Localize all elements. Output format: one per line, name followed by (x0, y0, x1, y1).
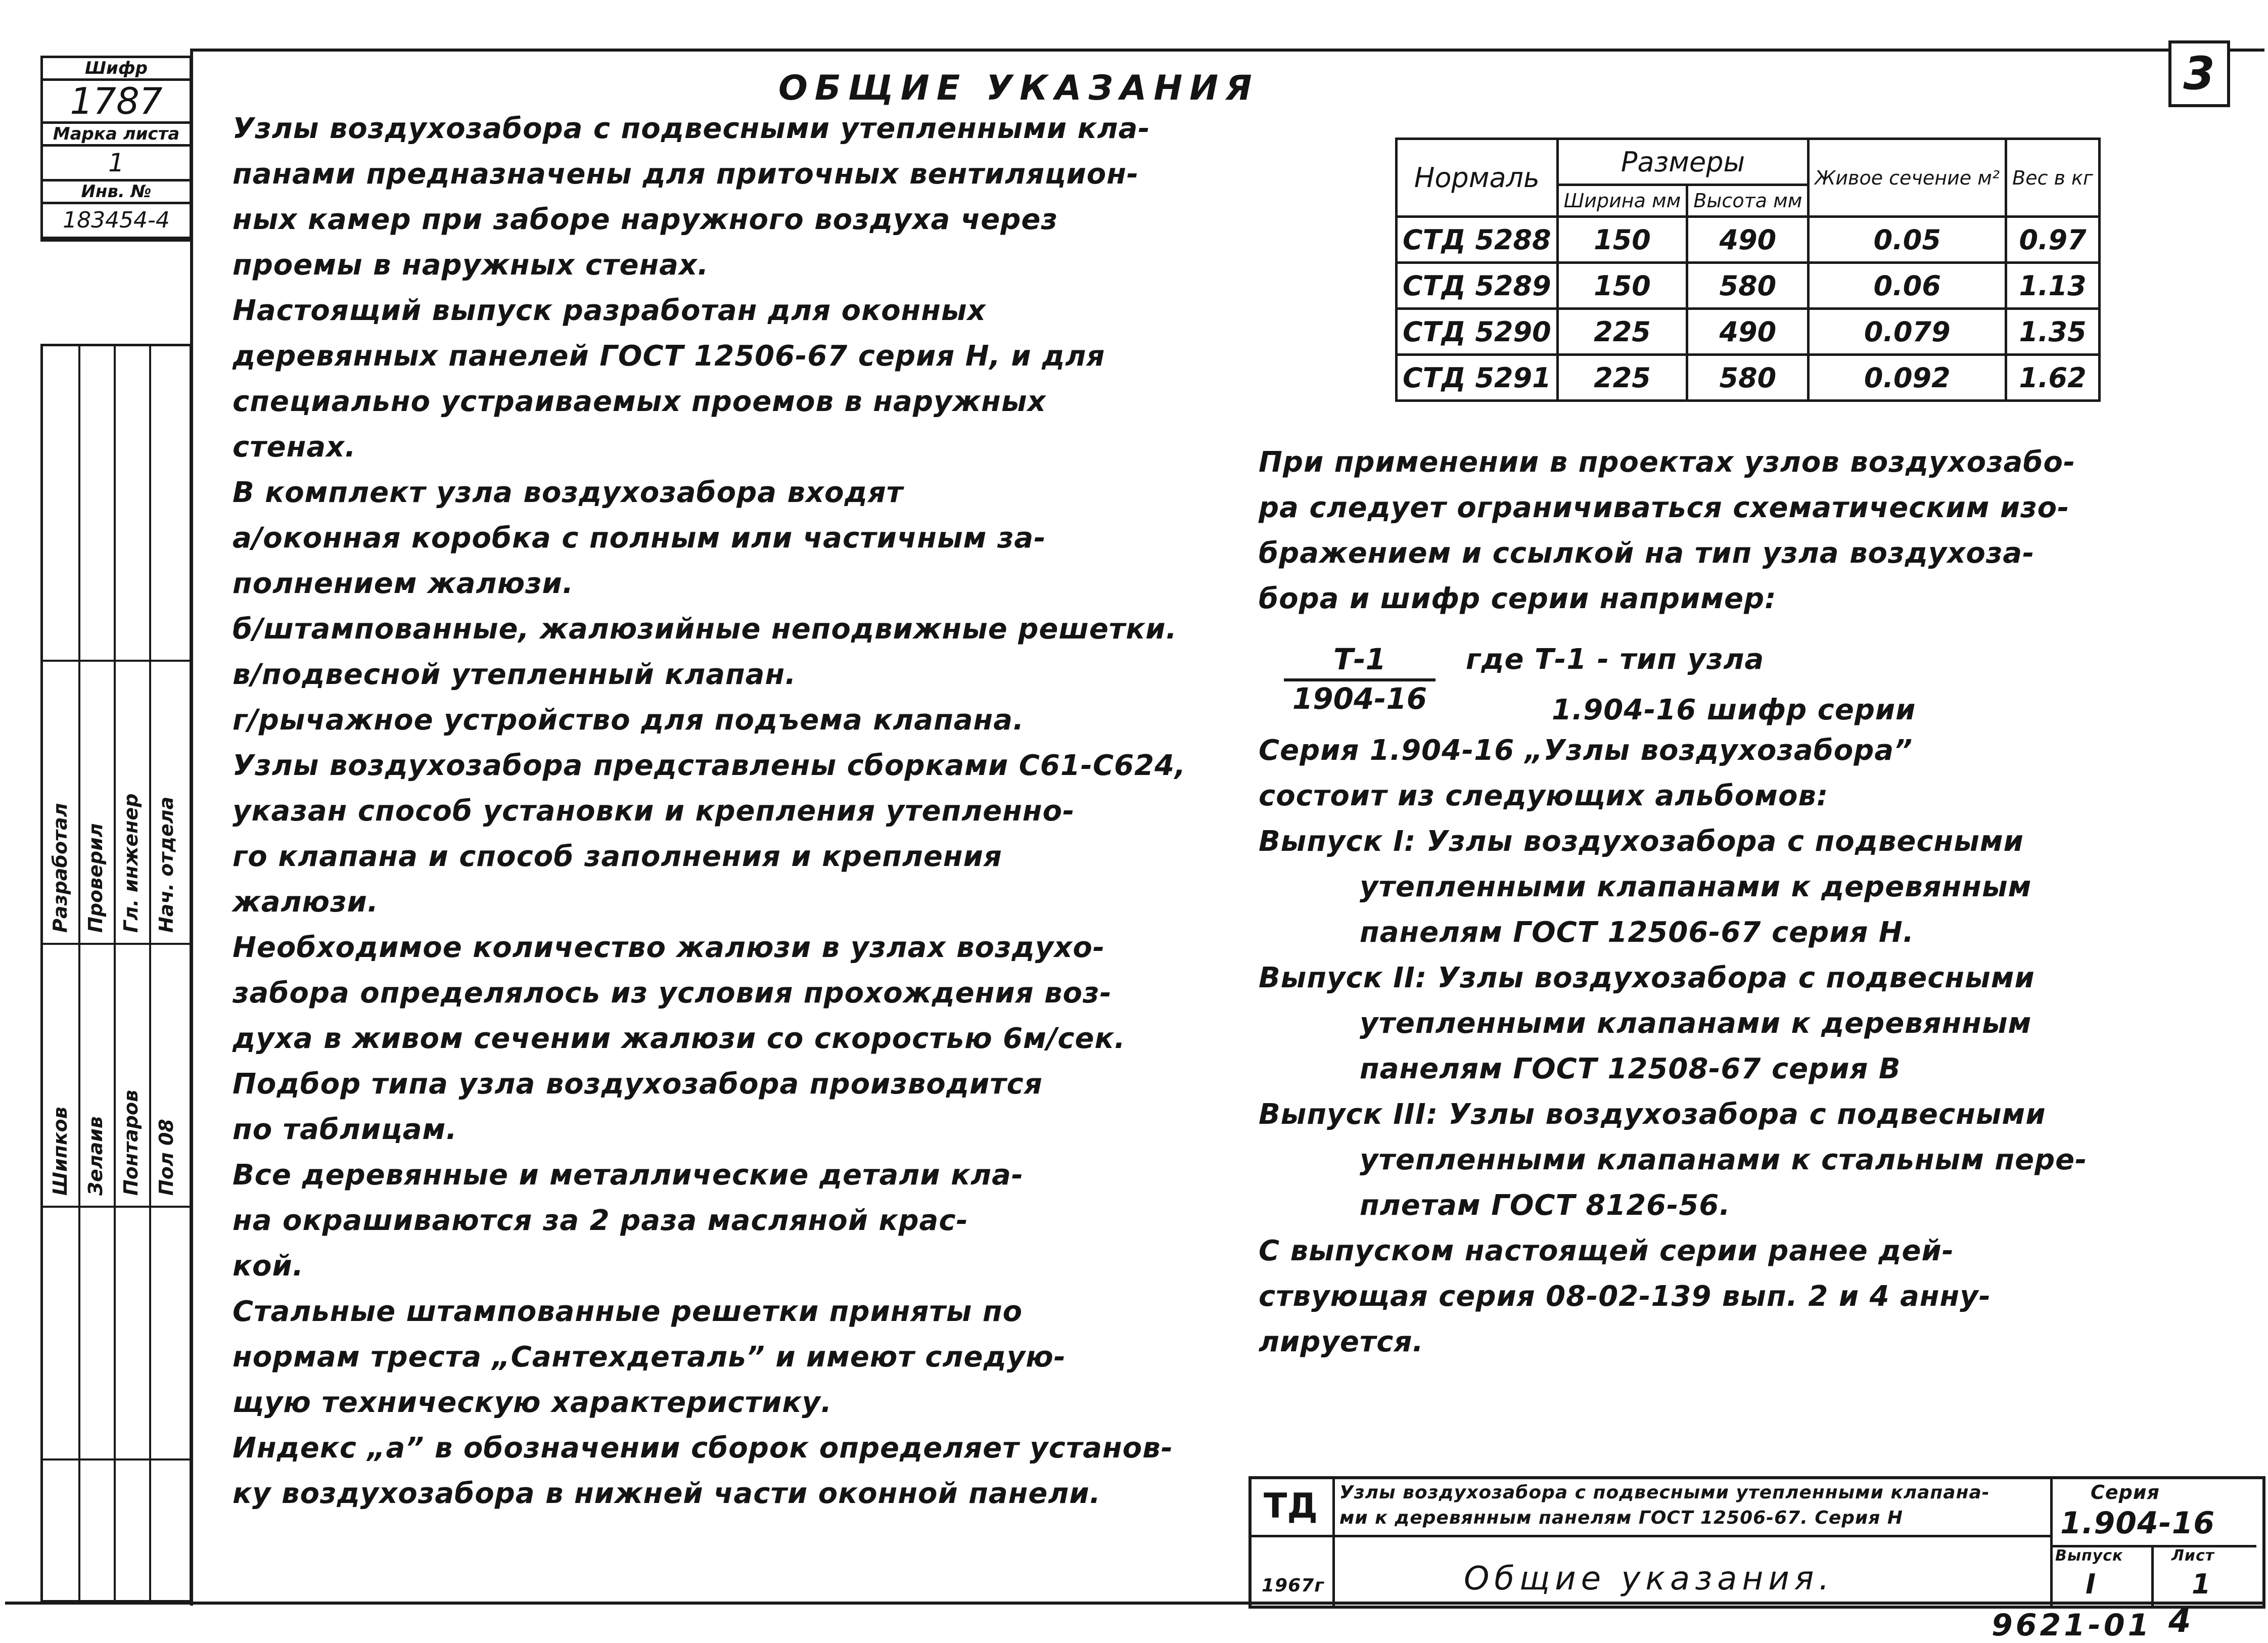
table-cell: 150 (1557, 217, 1687, 263)
text-line: го клапана и способ заполнения и крепления (233, 840, 1002, 873)
table-header-weight: Вес в кг (2006, 139, 2100, 217)
page-title: ОБЩИЕ УКАЗАНИЯ (778, 68, 1259, 108)
text-line: духа в живом сечении жалюзи со скоростью 6м/сек. (233, 1022, 1126, 1055)
stamp-inv: 183454-4 (43, 204, 190, 239)
text-line: указан способ установки и крепления утепленно- (233, 795, 1075, 828)
margin-col-divider (149, 346, 151, 1600)
table-cell: СТД 5291 (1397, 355, 1558, 401)
frame-top-line (192, 49, 2264, 52)
page-index: 4 (2168, 1603, 2192, 1640)
text-line: б/штампованные, жалюзийные неподвижные решетки. (233, 613, 1177, 646)
table-header-section: Живое сечение м² (1809, 139, 2006, 217)
margin-col-divider (78, 346, 80, 1600)
tb-series: 1.904-16 (2060, 1505, 2215, 1541)
text-line: Все деревянные и металлические детали кла- (233, 1159, 1024, 1192)
table-cell: 1.13 (2006, 263, 2100, 309)
table-cell: 0.06 (1809, 263, 2006, 309)
text-line: панами предназначены для приточных вентиляцион- (233, 158, 1139, 191)
right-text-block-b (1259, 728, 2087, 1365)
table-cell: 1.62 (2006, 355, 2100, 401)
document-number: 9621-01 (1992, 1608, 2152, 1643)
table-cell: 490 (1687, 217, 1809, 263)
table-row (1397, 309, 2100, 355)
margin-name-1: Шипков (49, 1107, 71, 1196)
text-line: ра следует ограничиваться схематическим изо- (1259, 491, 2070, 524)
margin-row-divider (43, 1206, 190, 1208)
text-line: Необходимое количество жалюзи в узлах воздухо- (233, 931, 1105, 964)
stamp-label-inv: Инв. № (43, 181, 190, 204)
text-line: Узлы воздухозабора представлены сборками С61-С624, (233, 749, 1186, 782)
table-cell: СТД 5289 (1397, 263, 1558, 309)
table-cell: 580 (1687, 263, 1809, 309)
tb-sheet-title-cell (1332, 1535, 2053, 1606)
text-line: на окрашиваются за 2 раза масляной крас- (233, 1204, 968, 1237)
tb-sheet-cell (2151, 1545, 2256, 1606)
margin-stamp (40, 56, 192, 242)
example-line-2: 1.904-16 шифр серии (1552, 694, 1916, 726)
text-line: стенах. (233, 431, 356, 464)
text-line: нормам треста „Сантехдеталь” и имеют следую- (233, 1341, 1066, 1374)
margin-name-4: Пол 08 (155, 1119, 177, 1196)
example-line-1: где Т-1 - тип узла (1466, 643, 1765, 676)
text-line: лируется. (1259, 1326, 1424, 1358)
margin-role-2: Проверил (84, 823, 107, 933)
margin-role-3: Гл. инженер (120, 793, 142, 933)
text-line: утепленными клапанами к стальным пере- (1360, 1144, 2088, 1176)
margin-row-divider (43, 943, 190, 945)
tb-org-cell (1252, 1479, 1335, 1537)
text-line: г/рычажное устройство для подъема клапана. (233, 704, 1025, 737)
table-header-sizes: Размеры (1557, 139, 1809, 185)
text-line: утепленными клапанами к деревянным (1360, 1007, 2032, 1040)
table-cell: СТД 5290 (1397, 309, 1558, 355)
tb-sheet: 1 (2192, 1568, 2211, 1600)
text-line: жалюзи. (233, 886, 379, 919)
margin-role-4: Нач. отдела (155, 796, 177, 933)
fraction-denominator: 1904-16 (1292, 681, 1427, 716)
sheet-number: 3 (2168, 40, 2230, 107)
tb-description-cell (1332, 1479, 2053, 1537)
table-row (1397, 217, 2100, 263)
text-line: панелям ГОСТ 12508-67 серия В (1360, 1053, 1901, 1085)
tb-description: Узлы воздухозабора с подвесными утепленными клапана- (1339, 1482, 1990, 1503)
table-cell: 0.092 (1809, 355, 2006, 401)
text-line: плетам ГОСТ 8126-56. (1360, 1189, 1731, 1222)
stamp-mark: 1 (43, 147, 190, 181)
tb-series-label: Серия (2091, 1481, 2160, 1503)
title-block (1248, 1476, 2265, 1609)
table-cell: СТД 5288 (1397, 217, 1558, 263)
table-cell: 0.079 (1809, 309, 2006, 355)
text-line: Настоящий выпуск разработан для оконных (233, 294, 986, 327)
stamp-label-mark: Марка листа (43, 124, 190, 147)
text-line: Выпуск II: Узлы воздухозабора с подвесными (1259, 962, 2035, 994)
text-line: состоит из следующих альбомов: (1259, 780, 1829, 812)
parameter-table (1395, 138, 2101, 402)
tb-issue-cell (2050, 1545, 2154, 1606)
text-line: Стальные штампованные решетки приняты по (233, 1295, 1023, 1328)
table-cell: 150 (1557, 263, 1687, 309)
margin-row-divider (43, 1458, 190, 1461)
table-cell: 490 (1687, 309, 1809, 355)
text-line: Подбор типа узла воздухозабора производится (233, 1068, 1043, 1101)
table-cell: 1.35 (2006, 309, 2100, 355)
text-line: ствующая серия 08-02-139 вып. 2 и 4 анну- (1259, 1280, 1991, 1313)
text-line: в/подвесной утепленный клапан. (233, 658, 797, 691)
text-line: Выпуск I: Узлы воздухозабора с подвесными (1259, 825, 2024, 858)
text-line: Выпуск III: Узлы воздухозабора с подвесными (1259, 1098, 2046, 1131)
text-line: ных камер при заборе наружного воздуха через (233, 203, 1058, 236)
tb-sheet-title: Общие указания. (1464, 1560, 1834, 1598)
tb-issue: I (2086, 1568, 2097, 1600)
text-line: С выпуском настоящей серии ранее дей- (1259, 1235, 1954, 1267)
tb-issue-label: Выпуск (2055, 1547, 2123, 1565)
text-line: а/оконная коробка с полным или частичным за- (233, 522, 1046, 555)
tb-sheet-label: Лист (2171, 1547, 2215, 1565)
table-cell: 580 (1687, 355, 1809, 401)
text-line: щую техническую характеристику. (233, 1386, 832, 1419)
text-line: бора и шифр серии например: (1259, 582, 1777, 615)
tb-org: ТД (1264, 1486, 1318, 1526)
text-line: Узлы воздухозабора с подвесными утепленными кла- (233, 112, 1150, 145)
text-line: Серия 1.904-16 „Узлы воздухозабора” (1259, 734, 1913, 767)
table-cell: 0.97 (2006, 217, 2100, 263)
table-cell: 0.05 (1809, 217, 2006, 263)
tb-year: 1967г (1262, 1575, 1325, 1596)
text-line: кой. (233, 1250, 304, 1283)
text-line: Индекс „а” в обозначении сборок определяет установ- (233, 1432, 1173, 1465)
table-row (1397, 263, 2100, 309)
tb-series-cell (2050, 1479, 2256, 1547)
text-line: В комплект узла воздухозабора входят (233, 476, 904, 509)
tb-description-2: ми к деревянным панелям ГОСТ 12506-67. Серия Н (1339, 1508, 1904, 1528)
margin-name-2: Зелаив (84, 1116, 107, 1196)
text-line: проемы в наружных стенах. (233, 249, 709, 282)
text-line: деревянных панелей ГОСТ 12506-67 серия Н, и для (233, 340, 1105, 373)
text-line: специально устраиваемых проемов в наружных (233, 385, 1046, 418)
text-line: утепленными клапанами к деревянным (1360, 871, 2032, 903)
text-line: полнением жалюзи. (233, 567, 574, 600)
tb-year-cell (1252, 1535, 1335, 1606)
table-cell: 225 (1557, 309, 1687, 355)
margin-row-divider (43, 660, 190, 662)
table-header-height: Высота мм (1687, 185, 1809, 217)
text-line: бражением и ссылкой на тип узла воздухоза- (1259, 537, 2035, 570)
left-text-block (233, 106, 1186, 1517)
table-row (1397, 355, 2100, 401)
margin-signature-table (40, 344, 192, 1603)
text-line: забора определялось из условия прохождения воз- (233, 977, 1112, 1010)
type-example-fraction (1284, 642, 1436, 716)
table-header-width: Ширина мм (1557, 185, 1687, 217)
fraction-numerator: Т-1 (1284, 642, 1436, 681)
table-cell: 225 (1557, 355, 1687, 401)
margin-col-divider (114, 346, 116, 1600)
text-line: по таблицам. (233, 1113, 457, 1146)
stamp-code: 1787 (43, 81, 190, 124)
margin-name-3: Понтаров (120, 1089, 142, 1196)
table-header-code: Нормаль (1397, 139, 1558, 217)
right-text-block-a (1259, 440, 2075, 622)
stamp-label-code: Шифр (43, 58, 190, 81)
text-line: При применении в проектах узлов воздухозабо- (1259, 446, 2076, 479)
text-line: ку воздухозабора в нижней части оконной панели. (233, 1477, 1101, 1510)
margin-role-1: Разработал (49, 803, 71, 933)
text-line: панелям ГОСТ 12506-67 серия Н. (1360, 916, 1915, 949)
